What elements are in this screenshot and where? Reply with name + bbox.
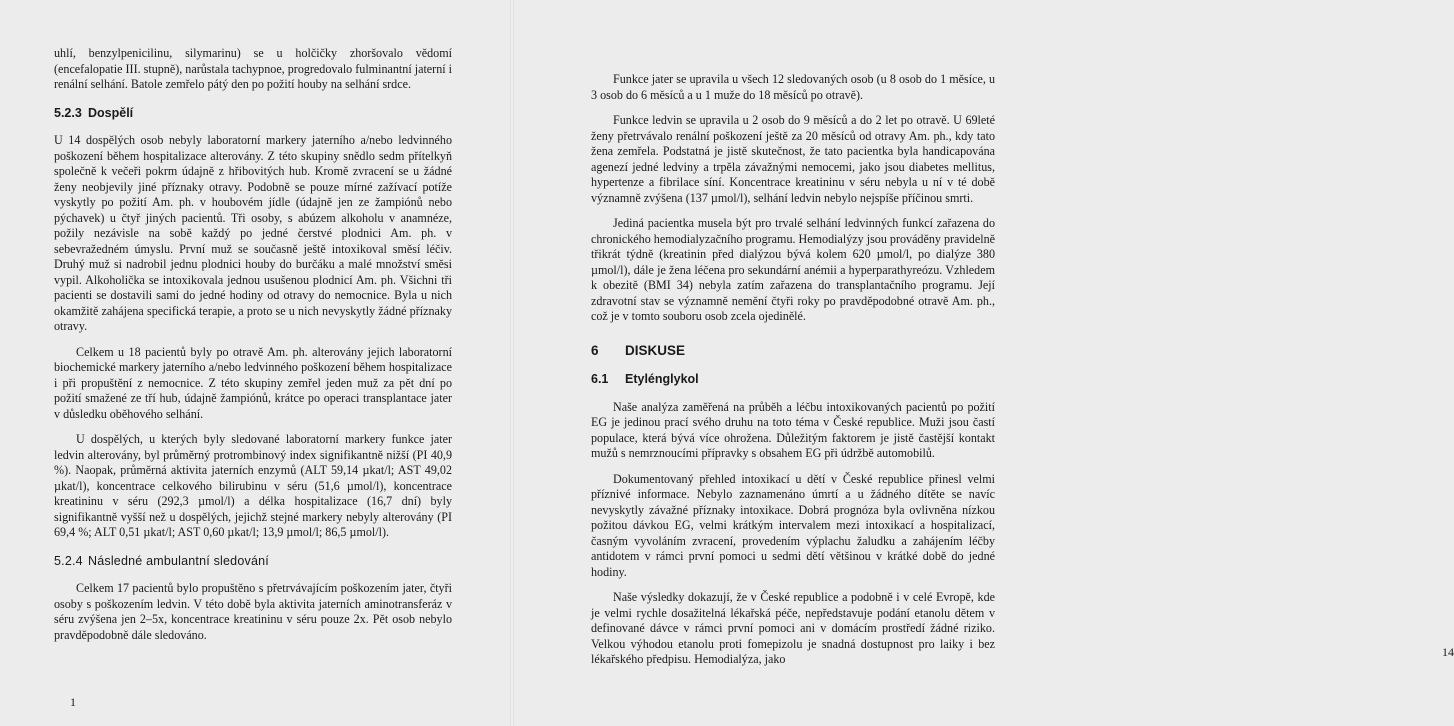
section-number: 5.2.4 [54, 553, 83, 568]
section-title: DISKUSE [625, 342, 686, 358]
paragraph-kidney-function-1: Funkce ledvin se upravila u 2 osob do 9 měsíců a do 2 let po otravě. U 69leté ženy přetrvávalo renální poškození ještě za 20 měsíců od otravy Am. ph., kdy tato žena zemřela. Podstatná je jistě skutečnost, že tato pacientka byla handicapována agenezí jedné ledviny a trpěla závažnými nemocemi, jako jsou diabetes mellitus, hypertenze a fibrilace síní. Koncentrace kreatininu v séru nebyla u ní v té době významně zvýšena (137 µmol/l), selhání ledvin nebylo nejspíše příčinou smrti. [591, 113, 995, 205]
paragraph-adults-1: U 14 dospělých osob nebyly laboratorní markery jaterního a/nebo ledvinného poškození během hospitalizace alterovány. Z této skupiny snědlo sedm přítelkyň společně k večeři pokrm údajně z hřibovitých hub. Kromě zvracení se u žádné ženy neobjevily jiné příznaky otravy. Podobně se pouze mírné zažívací potíže vyskytly po požití Am. ph. v houbovém jídle (údajně jen ze žampiónů nebo pýchavek) u čtyř jiných pacientů. Tři osoby, s abúzem alkoholu v anamnéze, požily nezávisle na sobě každý po jedné čerstvé plodnici Am. ph. v sebevražedném úmyslu. První muž se současně ještě intoxikoval směsí léčiv. Druhý muž si nadrobil jednu plodnici houby do burčáku a malé množství směsi vypil. Alkoholička se intoxikovala jednou usušenou plodnicí Am. ph. Všichni tři pacienti se dostavili sami do jedné hodiny od otravy do nemocnice. Byla u nich okamžitě zahájena specifická terapie, a proto se u nich nevyskytly žádné příznaky otravy. [54, 133, 452, 333]
section-heading-5-2-3 [54, 106, 452, 122]
section-number: 5.2.3 [54, 105, 82, 120]
paragraph-followup: Celkem 17 pacientů bylo propuštěno s přetrvávajícím poškozením jater, čtyři osoby s poškozením ledvin. V této době byla aktivita jaterních aminotransferáz v séru zvýšena jen 2–5x, koncentrace kreatininu v séru pouze 2x. Pět osob nebylo pravděpodobně dále sledováno. [54, 581, 452, 642]
paragraph-eg-3: Naše výsledky dokazují, že v České republice a podobně i v celé Evropě, kde je velmi rychle dosažitelná lékařská péče, nepředstavuje podání etanolu dětem v definované dávce v rámci první pomoci ani v domácím prostředí žádné riziko. Velkou výhodou etanolu proti fomepizolu je snadná dostupnost pro laiky i bez lékařského předpisu. Hemodialýza, jako [591, 590, 995, 666]
section-title: Dospělí [88, 105, 134, 120]
page-number-right: 14 [1442, 645, 1454, 659]
paragraph-intro: uhlí, benzylpenicilinu, silymarinu) se u holčičky zhoršovalo vědomí (encefalopatie III. stupně), narůstala tachypnoe, progredovalo fulminantní jaterní i renální selhání. Batole zemřelo pátý den po požití houby na selhání srdce. [54, 46, 452, 91]
left-page [0, 0, 512, 726]
right-page [512, 0, 1454, 726]
paragraph-kidney-function-2: Jediná pacientka musela být pro trvalé selhání ledvinných funkcí zařazena do chronického hemodialyzačního programu. Hemodialýzy jsou prováděny pravidelně třikrát týdně (kreatinin před dialýzou bývá kolem 620 µmol/l, po dialýze 380 µmol/l), dále je žena léčena pro sekundární anémii a hyperparathyreózu. Vzhledem k obezitě (BMI 34) nebyla zatím zařazena do transplantačního programu. Její zdravotní stav se významně nemění čtyři roky po pravděpodobné otravě Am. ph., což je v tomto souboru osob zcela ojedinělé. [591, 216, 996, 323]
page-number-left: 1 [70, 695, 76, 709]
section-number: 6 [591, 342, 599, 358]
section-heading-6-1 [591, 372, 995, 388]
paragraph-liver-function: Funkce jater se upravila u všech 12 sledovaných osob (u 8 osob do 1 měsíce, u 3 osob do 6 měsíců a u 1 muže do 18 měsíců po otravě). [591, 72, 995, 102]
section-title: Etylénglykol [625, 372, 699, 386]
section-heading-5-2-4 [54, 554, 452, 570]
paragraph-adults-2: Celkem u 18 pacientů byly po otravě Am. ph. alterovány jejich laboratorní biochemické markery jaterního a/nebo ledvinného poškození během hospitalizace i při propuštění z nemocnice. Z této skupiny zemřel jeden muž za pět dní po požití smažené ze tří hub, údajně žampiónů, krátce po operaci transplantace jater v důsledku oběhového selhání. [54, 344, 452, 421]
section-heading-6 [591, 343, 995, 359]
section-number: 6.1 [591, 372, 609, 386]
paragraph-eg-1: Naše analýza zaměřená na průběh a léčbu intoxikovaných pacientů po požití EG je jedinou prací svého druhu na toto téma v České republice. Muži jsou častí populace, která bývá více ohrožena. Důležitým faktorem je jistě častější kontakt mužů s nemrznoucími přípravky s obsahem EG při údržbě automobilů. [591, 399, 995, 460]
paragraph-eg-2: Dokumentovaný přehled intoxikací u dětí v České republice přinesl velmi příznivé informace. Nebylo zaznamenáno úmrtí a u žádného dítěte se navíc nevyskytly závažné příznaky intoxikace. Dobrá prognóza byla ovlivněna nízkou požitou dávkou EG, velmi krátkým intervalem mezi intoxikací a hospitalizací, časným vyvoláním zvracení, provedením výplachu žaludku a zahájením léčby antidotem v rámci první pomoci u sedmi dětí většinou v krátké době do jedné hodiny. [591, 471, 995, 579]
left-column [54, 46, 452, 653]
paragraph-adults-3: U dospělých, u kterých byly sledované laboratorní markery funkce jater ledvin alterovány, byl průměrný protrombinový index signifikantně nižší (PI 40,9 %). Naopak, průměrná aktivita jaterních enzymů (ALT 59,14 µkat/l; AST 49,02 µkat/l), koncentrace celkového bilirubinu v séru (51,6 µmol/l), koncentrace kreatininu v séru (292,3 µmol/l) a délka hospitalizace (16,7 dní) byly signifikantně vyšší než u dospělých, jejichž stejné markery nebyly alterovány (PI 69,4 %; ALT 0,51 µkat/l; AST 0,60 µkat/l; 13,9 µmol/l; 86,5 µmol/l). [54, 432, 452, 539]
section-title: Následné ambulantní sledování [88, 553, 269, 568]
right-column [591, 72, 995, 678]
